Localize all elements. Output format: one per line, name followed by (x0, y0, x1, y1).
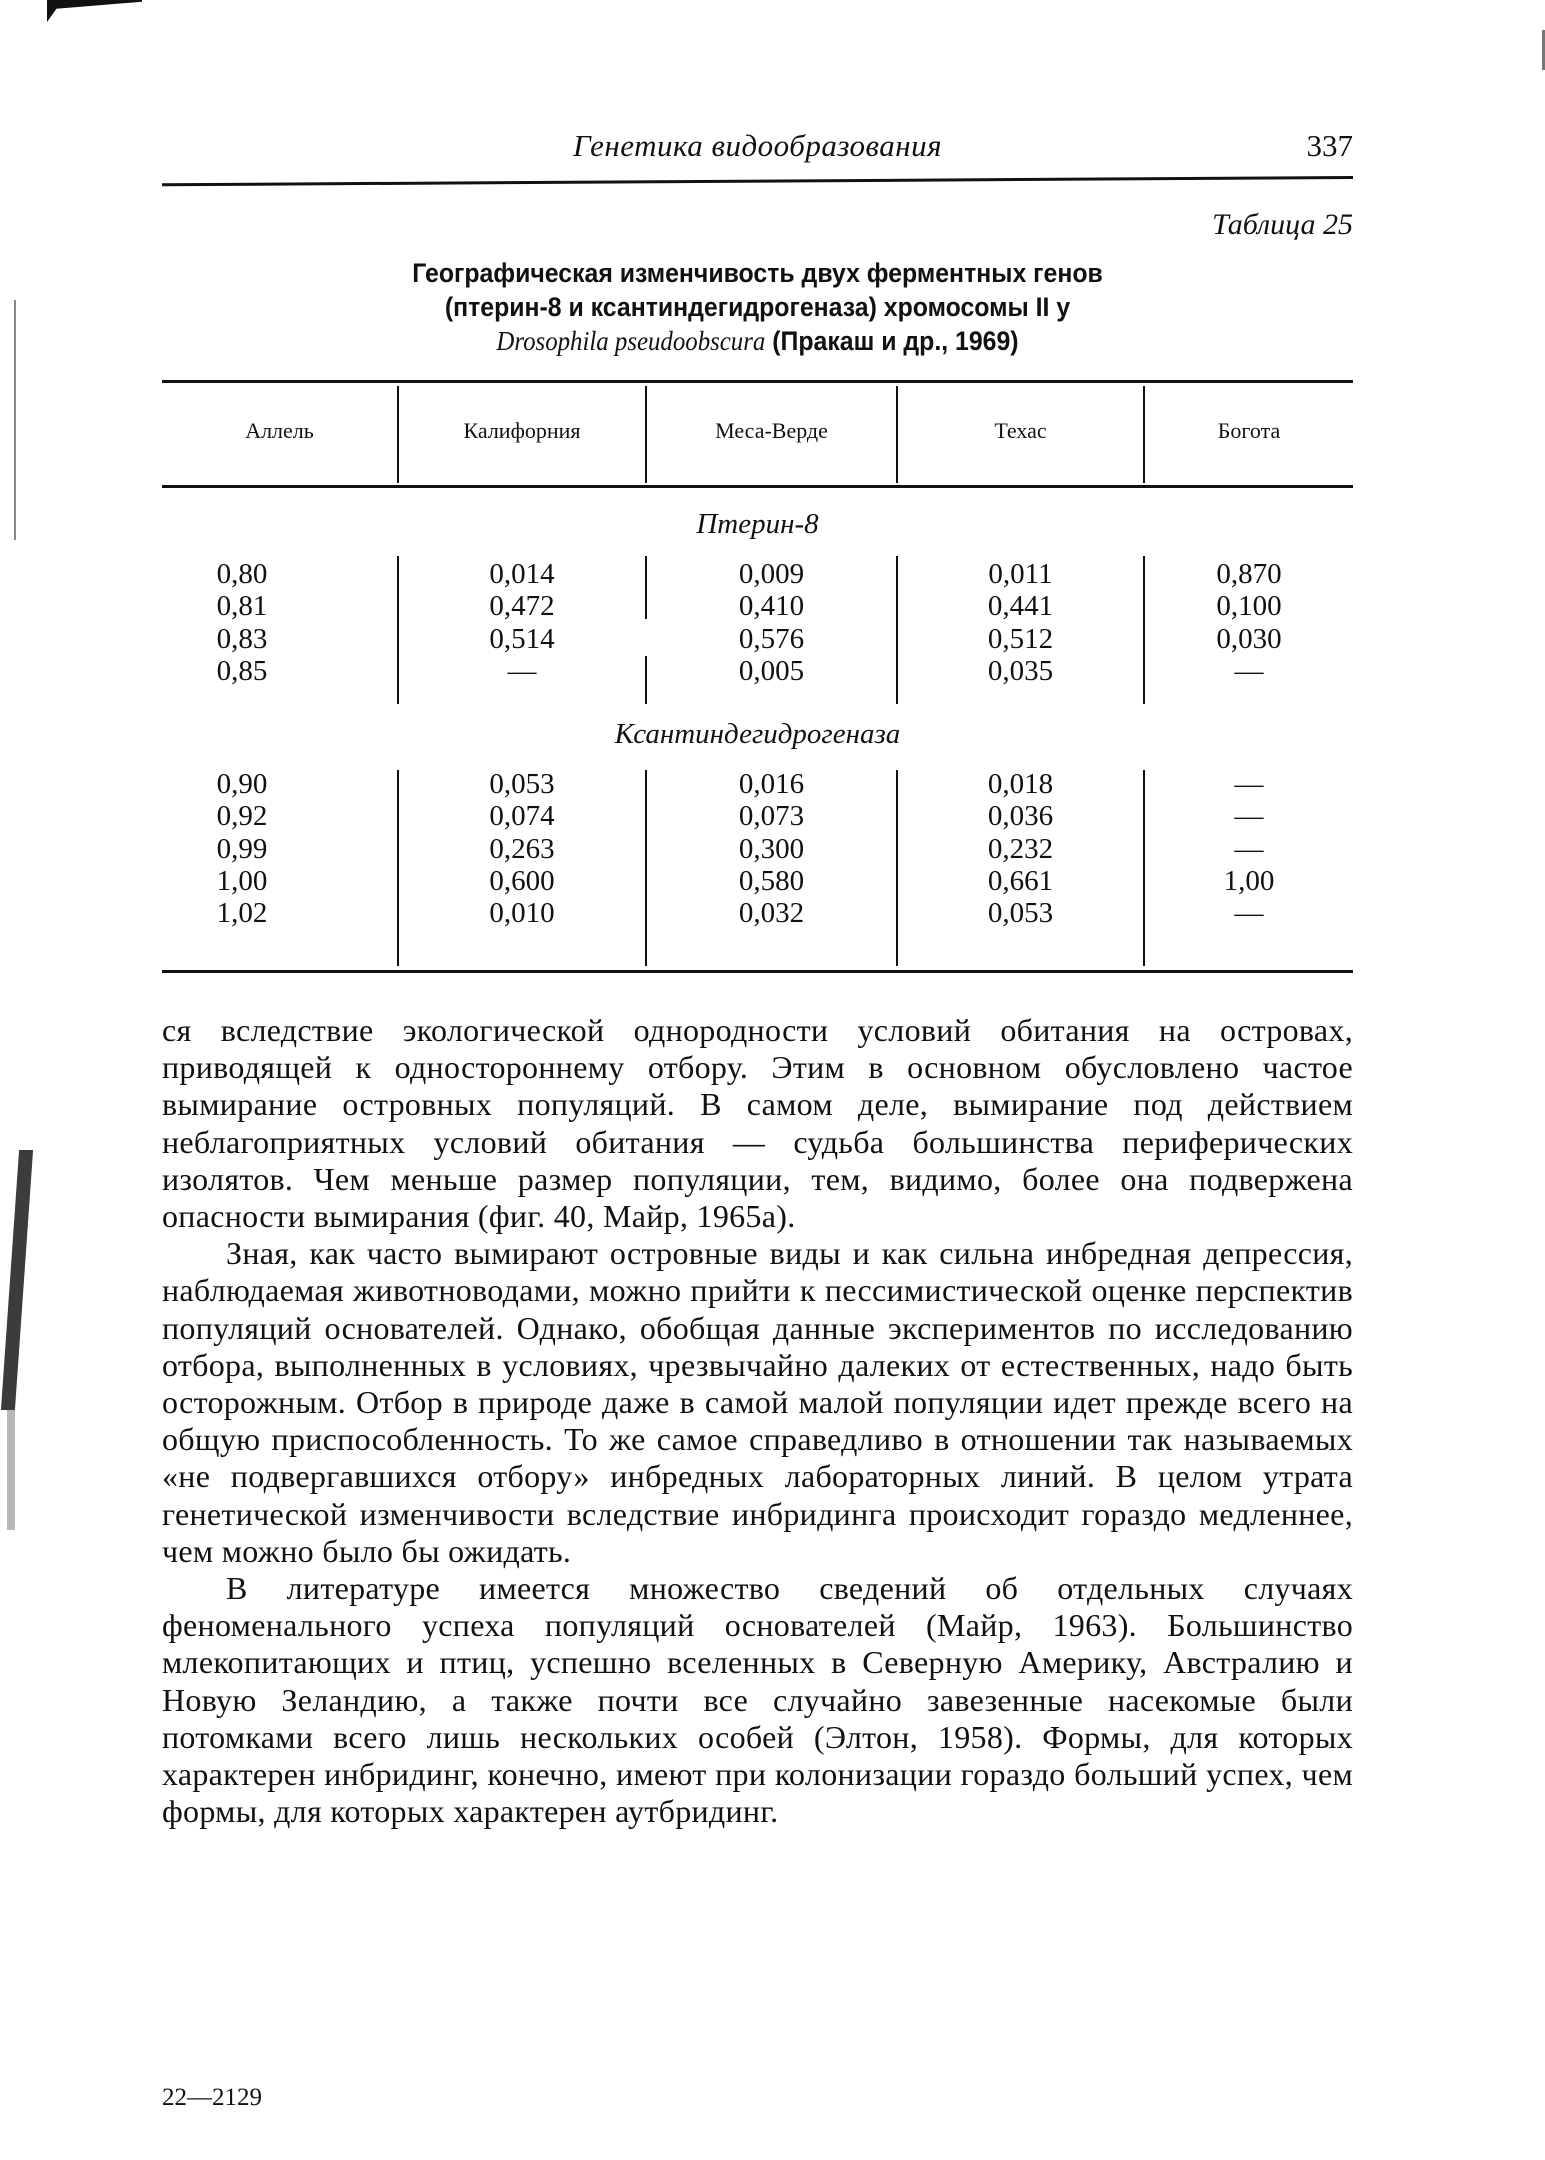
scan-edge-streak (1, 1150, 33, 1410)
table-cell: — (1234, 654, 1264, 687)
table-cell: 0,035 (987, 654, 1054, 687)
table-cell: 0,053 (489, 768, 555, 800)
table-cell: 0,600 (489, 864, 555, 897)
scan-edge-marks (14, 300, 16, 540)
column-header-texas: Техас (994, 418, 1047, 443)
table-cell: 0,263 (489, 832, 555, 865)
paragraph-continuation: ся вследствие экологической однородности условий обитания на островах, приводящей к одностороннему отбору. Этим в основном обусловлено частое вымирание островных популяций. В самом деле, вымирание под действием неблагоприятных условий обитания — судьба большинства периферических изолятов. Чем меньше размер популяции, тем, видимо, более она подвержена опасности вымирания (фиг. 40, Майр, 1965а). (162, 1012, 1353, 1235)
table-cell: — (1234, 768, 1264, 800)
table-title (210, 256, 1306, 358)
section-label-pterin: Птерин-8 (696, 508, 819, 540)
pterin-texas-column (898, 558, 1143, 687)
table-cell: — (1234, 832, 1264, 865)
table-header-rule (162, 485, 1353, 488)
table-cell: 0,99 (216, 832, 268, 865)
table-cell: 0,074 (489, 800, 555, 833)
table-cell: 0,036 (987, 800, 1054, 833)
column-header-bogota: Богота (1217, 418, 1281, 443)
running-head-title: Генетика видообразования (572, 128, 943, 163)
table-cell: 0,661 (987, 864, 1054, 897)
column-header-california: Калифорния (463, 418, 581, 443)
table-cell: 0,472 (489, 590, 555, 623)
table-cell: 0,005 (738, 654, 805, 687)
table-cell: 0,512 (987, 622, 1054, 655)
table-cell: 0,053 (987, 897, 1054, 930)
scan-corner-artifact (47, 0, 142, 22)
table-cell: 0,018 (987, 768, 1054, 800)
running-head (162, 128, 1353, 168)
scan-edge-shadow (7, 1410, 15, 1530)
table-cell: 0,016 (738, 768, 805, 800)
table-cell: 0,85 (216, 654, 268, 687)
table-bottom-rule (162, 970, 1353, 973)
table-cell: 1,02 (216, 897, 268, 930)
section-label-xanthine-dehydrogenase: Ксантиндегидрогеназа (614, 718, 901, 750)
table-cell: 0,81 (216, 590, 268, 623)
table-cell: 0,83 (216, 622, 268, 655)
column-header-allele: Аллель (245, 418, 314, 443)
table-cell: 0,441 (987, 590, 1054, 623)
column-header-mesa-verde: Меса-Верде (715, 418, 828, 443)
table-label: Таблица 25 (1212, 208, 1353, 241)
table-cell: 0,011 (988, 558, 1053, 590)
xdh-texas-column (898, 768, 1143, 929)
printer-signature: 22—2129 (162, 2084, 262, 2111)
table-cell: 0,514 (489, 622, 555, 655)
table-cell: 0,580 (738, 864, 805, 897)
table-cell: 1,00 (1223, 864, 1275, 897)
table-cell: 0,009 (738, 558, 805, 590)
table-cell: 0,90 (216, 768, 268, 800)
table-cell: — (1234, 800, 1264, 833)
table-top-rule (162, 380, 1353, 383)
table-cell: 1,00 (216, 864, 268, 897)
table-title-line-3 (210, 324, 1306, 358)
table-cell: 0,92 (216, 800, 268, 833)
running-head-rule (162, 176, 1353, 186)
page-number: 337 (1306, 128, 1353, 163)
xdh-allele-column (162, 768, 322, 929)
paragraph: Зная, как часто вымирают островные виды и как сильна инбредная депрессия, наблюдаемая животноводами, можно прийти к пессимистической оценке перспектив популяций основателей. Однако, обобщая данные экспериментов по исследованию отбора, выполненных в условиях, чрезвычайно далеких от естественных, надо быть осторожным. Отбор в природе даже в самой малой популяции идет прежде всего на общую приспособленность. То же самое справедливо в отношении так называемых «не подвергавшихся отбору» инбредных лабораторных линий. В целом утрата генетической изменчивости вследствие инбридинга происходит гораздо медленнее, чем можно было бы ожидать. (162, 1235, 1353, 1569)
table-citation: (Пракаш и др., 1969) (772, 326, 1019, 356)
table-title-line-1: Географическая изменчивость двух ферментных генов (412, 258, 1103, 288)
xdh-california-column (399, 768, 645, 929)
paragraph: В литературе имеется множество сведений об отдельных случаях феноменального успеха популяций основателей (Майр, 1963). Большинство млекопитающих и птиц, успешно вселенных в Северную Америку, Австралию и Новую Зеландию, а также почти все случайно завезенные насекомые были потомками всего лишь нескольких особей (Элтон, 1958). Формы, для которых характерен инбридинг, конечно, имеют при колонизации гораздо больший успех, чем формы, для которых характерен аутбридинг. (162, 1570, 1353, 1830)
table-cell: 0,010 (489, 897, 555, 930)
pterin-california-column (399, 558, 645, 687)
pterin-allele-column (162, 558, 322, 687)
table-cell: 0,410 (738, 590, 805, 623)
table-cell: 0,80 (216, 558, 268, 590)
table-cell: 0,030 (1216, 622, 1282, 655)
table-cell: 0,100 (1216, 590, 1282, 623)
table-cell: 0,073 (738, 800, 805, 833)
table-cell: 0,576 (738, 622, 805, 655)
table-cell: — (1234, 897, 1264, 930)
species-name: Drosophila pseudoobscura (496, 326, 766, 356)
body-text (162, 1012, 1353, 1830)
xdh-bogota-column (1145, 768, 1353, 929)
table-cell: — (507, 654, 537, 687)
table-cell: 0,232 (987, 832, 1054, 865)
pterin-bogota-column (1145, 558, 1353, 687)
table-title-line-2: (птерин-8 и ксантиндегидрогеназа) хромосомы II у (444, 292, 1071, 322)
table-cell: 0,300 (738, 832, 805, 865)
table-cell: 0,014 (489, 558, 555, 590)
xdh-mesa-verde-column (647, 768, 896, 929)
table-cell: 0,032 (738, 897, 805, 930)
pterin-mesa-verde-column (647, 558, 896, 687)
table-cell: 0,870 (1216, 558, 1282, 590)
